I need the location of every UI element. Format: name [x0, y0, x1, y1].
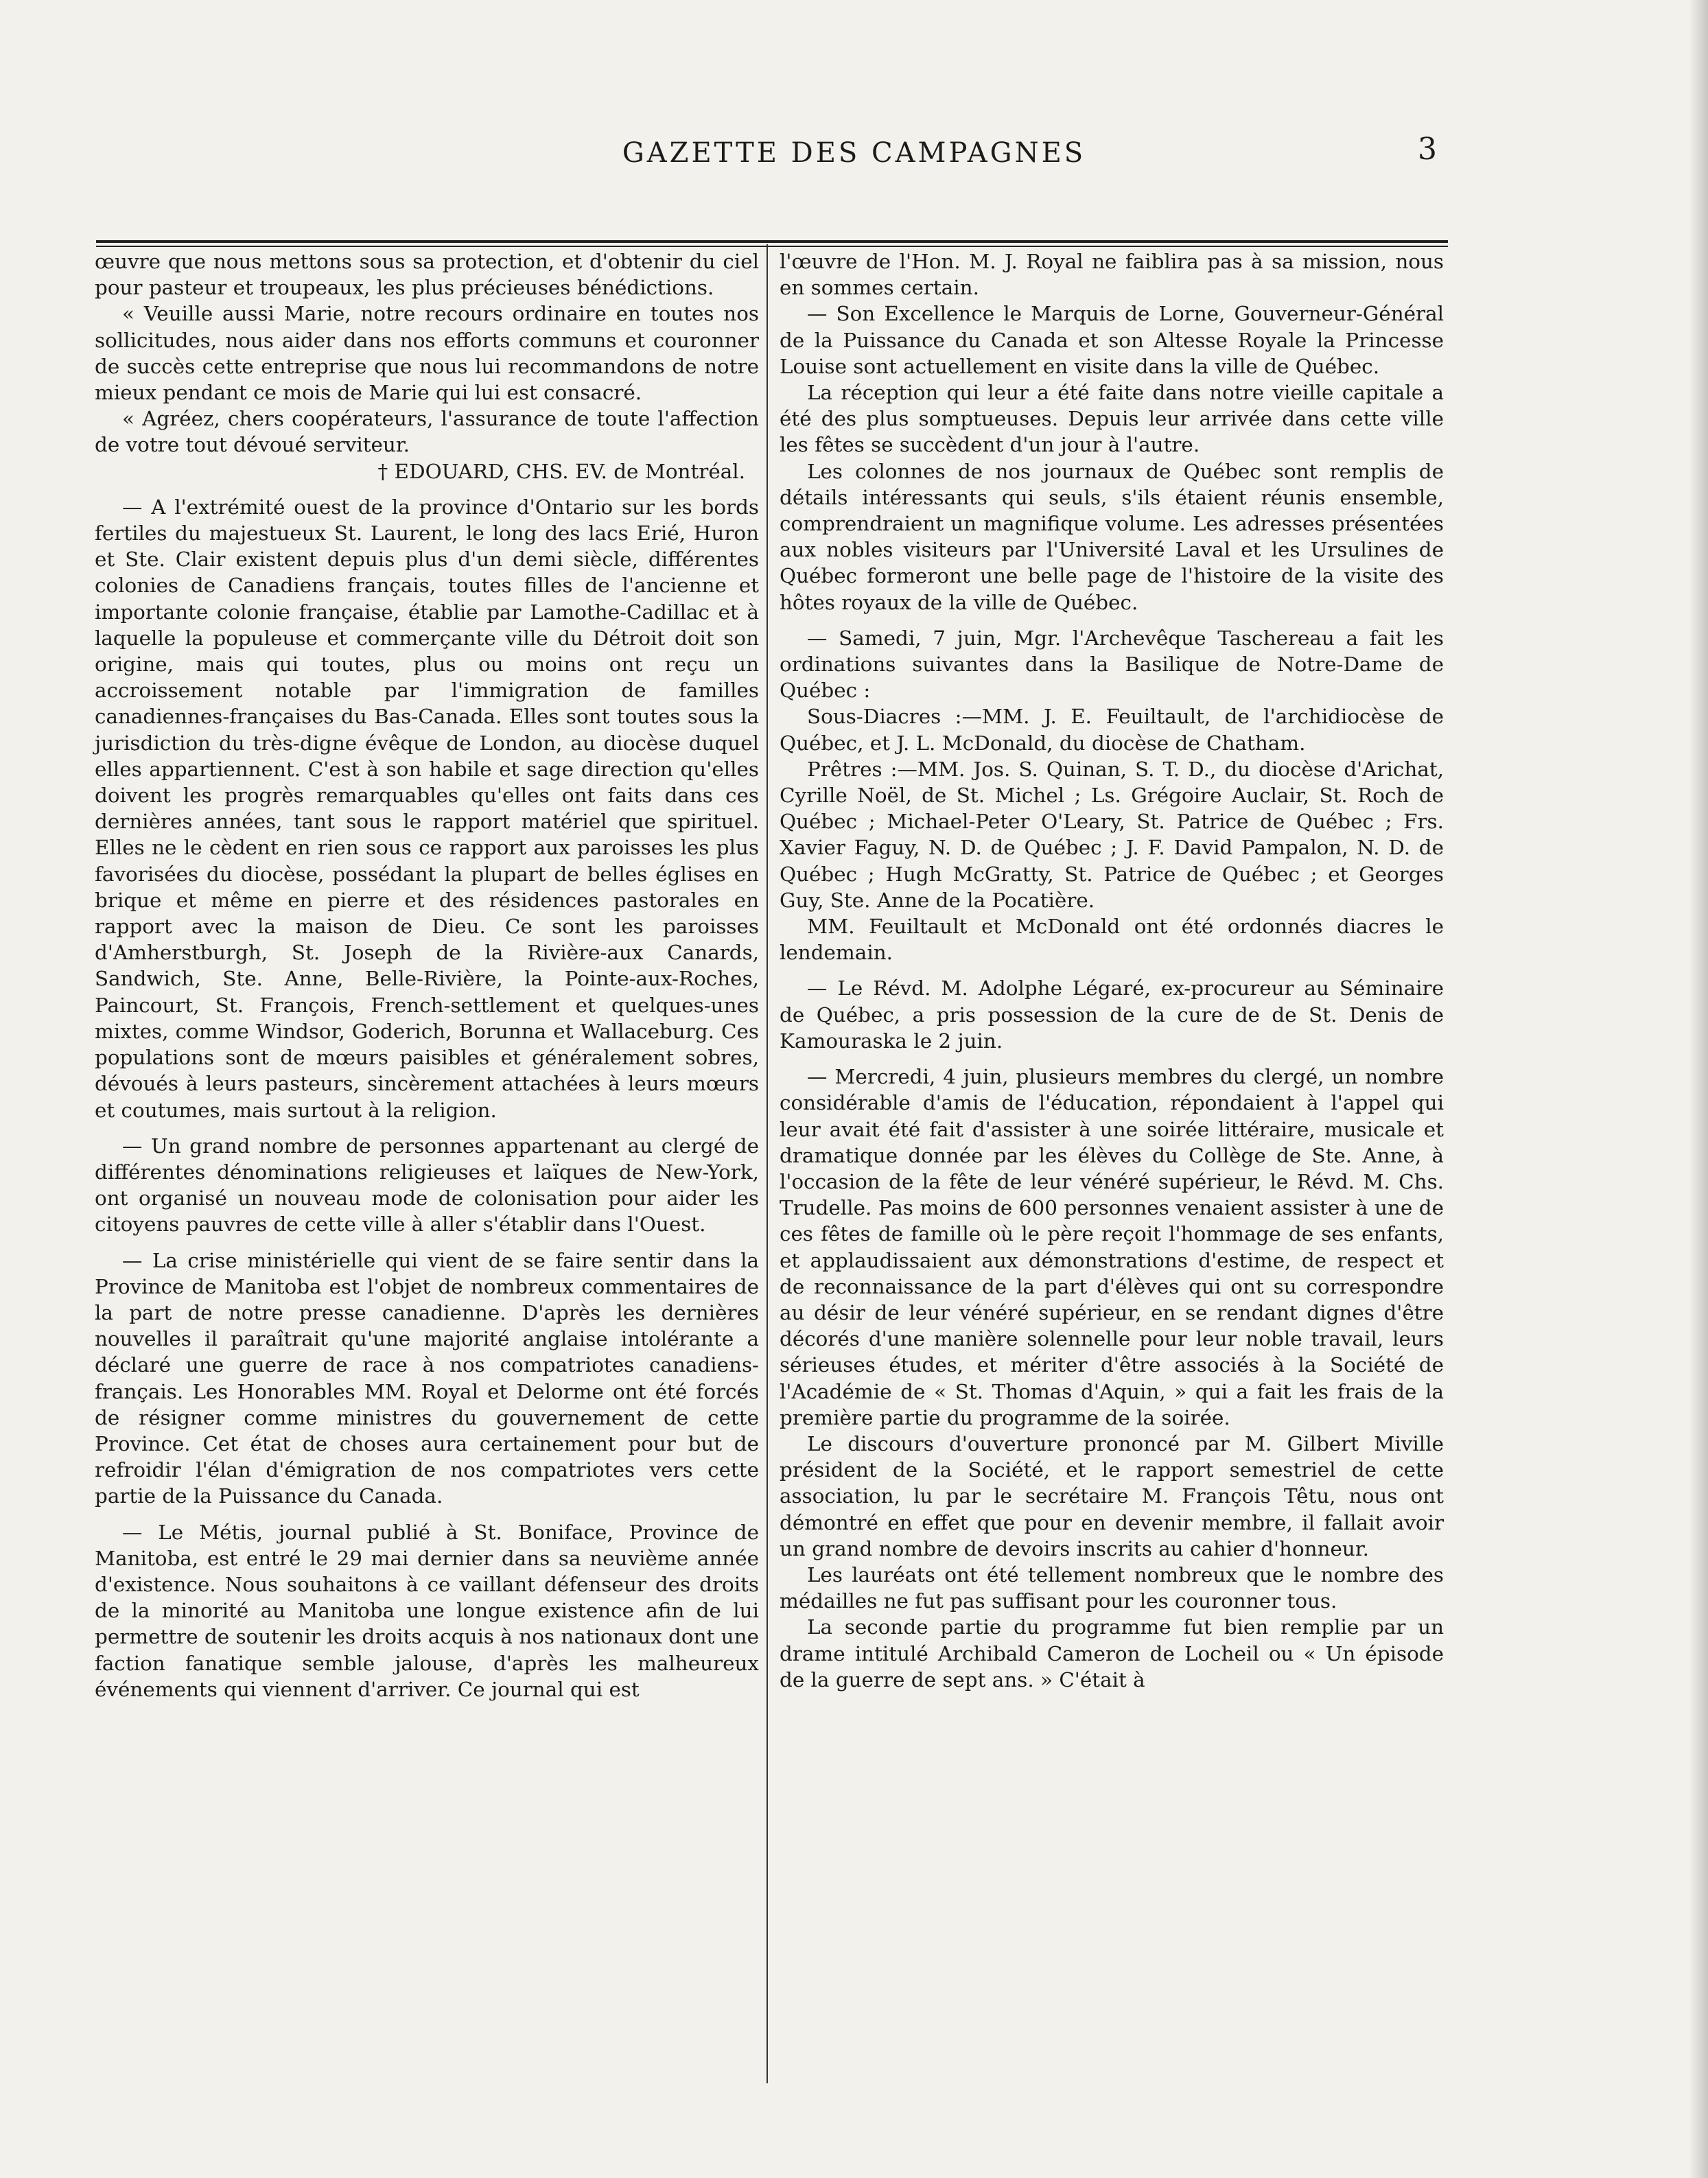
newspaper-title: GAZETTE DES CAMPAGNES [622, 137, 1086, 169]
right-column-paragraph: Prêtres :—MM. Jos. S. Quinan, S. T. D., du diocèse d'Arichat, Cyrille Noël, de St. Michel ; Ls. Grégoire Auclair, St. Roch de Québec ; Michael-Peter O'Leary, St. Patrice de Québec ; Frs. Xavier Faguy, N. D. de Québec ; J. F. David Pampalon, N. D. de Québec ; Hugh McGratty, St. Patrice de Québec ; et Georges Guy, Ste. Anne de la Pocatière. [780, 757, 1444, 912]
left-column-paragraph: « Agréez, chers coopérateurs, l'assurance de toute l'affection de votre tout dévoué serviteur. [95, 407, 759, 457]
left-column-paragraph: — La crise ministérielle qui vient de se faire sentir dans la Province de Manitoba est l'objet de nombreux commentaires de la part de notre presse canadienne. D'après les dernières nouvelles il paraîtrait qu'une majorité anglaise intolérante a déclaré une guerre de race à nos compatriotes canadiens-français. Les Honorables MM. Royal et Delorme ont été forcés de résigner comme ministres du gouvernement de cette Province. Cet état de choses aura certainement pour but de refroidir l'élan d'émigration de nos compatriotes vers cette partie de la Puissance du Canada. [95, 1248, 759, 1508]
right-column-paragraph: La seconde partie du programme fut bien remplie par un drame intitulé Archibald Cameron de Locheil ou « Un épisode de la guerre de sept ans. » C'était à [780, 1615, 1444, 1691]
column-divider [767, 244, 768, 2083]
left-column-paragraph: † EDOUARD, CHS. EV. de Montréal. [377, 459, 745, 483]
page-number: 3 [1418, 132, 1437, 167]
left-column [95, 248, 759, 1702]
left-column-paragraph: « Veuille aussi Marie, notre recours ordinaire en toutes nos sollicitudes, nous aider dans nos efforts communs et couronner de succès cette entreprise que nous lui recommandons de notre mieux pendant ce mois de Marie qui lui est consacré. [95, 302, 759, 405]
right-column-paragraph: Les colonnes de nos journaux de Québec sont remplis de détails intéressants qui seuls, s'ils étaient réunis ensemble, comprendraient un magnifique volume. Les adresses présentées aux nobles visiteurs par l'Université Laval et les Ursulines de Québec formeront une belle page de l'histoire de la visite des hôtes royaux de la ville de Québec. [780, 459, 1444, 614]
right-column-paragraph: Les lauréats ont été tellement nombreux que le nombre des médailles ne fut pas suffisant pour les couronner tous. [780, 1562, 1444, 1613]
right-column-paragraph: La réception qui leur a été faite dans notre vieille capitale a été des plus somptueuses. Depuis leur arrivée dans cette ville les fêtes se succèdent d'un jour à l'autre. [780, 381, 1444, 457]
right-column-paragraph: Sous-Diacres :—MM. J. E. Feuiltault, de l'archidiocèse de Québec, et J. L. McDonald, du diocèse de Chatham. [780, 705, 1444, 755]
left-column-paragraph: œuvre que nous mettons sous sa protection, et d'obtenir du ciel pour pasteur et troupeaux, les plus précieuses bénédictions. [95, 250, 759, 300]
left-column-paragraph: — Le Métis, journal publié à St. Boniface, Province de Manitoba, est entré le 29 mai dernier dans sa neuvième année d'existence. Nous souhaitons à ce vaillant défenseur des droits de la minorité au Manitoba une longue existence afin de lui permettre de soutenir les droits acquis à nos nationaux dont une faction fanatique semble jalouse, d'après les malheureux événements qui viennent d'arriver. Ce journal qui est [95, 1520, 759, 1701]
right-column-paragraph: l'œuvre de l'Hon. M. J. Royal ne faiblira pas à sa mission, nous en sommes certain. [780, 250, 1444, 300]
right-column-paragraph: — Son Excellence le Marquis de Lorne, Gouverneur-Général de la Puissance du Canada et son Altesse Royale la Princesse Louise sont actuellement en visite dans la ville de Québec. [780, 302, 1444, 378]
scan-edge-shadow [1689, 0, 1708, 2178]
left-column-paragraph: — A l'extrémité ouest de la province d'Ontario sur les bords fertiles du majestueux St. Laurent, le long des lacs Erié, Huron et Ste. Clair existent depuis plus d'un demi siècle, différentes colonies de Canadiens français, toutes filles de l'ancienne et importante colonie française, établie par Lamothe-Cadillac et à laquelle la populeuse et commerçante ville du Détroit doit son origine, mais qui toutes, plus ou moins ont reçu un accroissement notable par l'immigration de familles canadiennes-françaises du Bas-Canada. Elles sont toutes sous la jurisdiction du très-digne évêque de London, au diocèse duquel elles appartiennent. C'est à son habile et sage direction qu'elles doivent les progrès remarquables qu'elles ont faits dans ces dernières années, tant sous le rapport matériel que spirituel. Elles ne le cèdent en rien sous ce rapport aux paroisses les plus favorisées du diocèse, possédant la plupart de belles églises en brique et même en pierre et des résidences pastorales en rapport avec la maison de Dieu. Ce sont les paroisses d'Amherstburgh, St. Joseph de la Rivière-aux Canards, Sandwich, Ste. Anne, Belle-Rivière, la Pointe-aux-Roches, Paincourt, St. François, French-settlement et quelques-unes mixtes, comme Windsor, Goderich, Borunna et Wallaceburg. Ces populations sont de mœurs paisibles et généralement sobres, dévoués à leurs pasteurs, sincèrement attachées à leurs mœurs et coutumes, mais surtout à la religion. [95, 495, 759, 1122]
right-column-paragraph: — Mercredi, 4 juin, plusieurs membres du clergé, un nombre considérable d'amis de l'éducation, répondaient à l'appel qui leur avait été fait d'assister à une soirée littéraire, musicale et dramatique donnée par les élèves du Collège de Ste. Anne, à l'occasion de la fête de leur vénéré supérieur, le Révd. M. Chs. Trudelle. Pas moins de 600 personnes venaient assister à une de ces fêtes de famille où le père reçoit l'hommage de ses enfants, et applaudissaient aux démonstrations d'estime, de respect et de reconnaissance de la part d'élèves qui ont su correspondre au désir de leur vénéré supérieur, en se rendant dignes d'être décorés d'une manière solennelle pour leur noble travail, leurs sérieuses études, et mériter d'être associés à la Société de l'Académie de « St. Thomas d'Aquin, » qui a fait les frais de la première partie du programme de la soirée. [780, 1065, 1444, 1429]
right-column-paragraph: — Le Révd. M. Adolphe Légaré, ex-procureur au Séminaire de Québec, a pris possession de la cure de de St. Denis de Kamouraska le 2 juin. [780, 976, 1444, 1053]
header-rule [96, 240, 1448, 243]
left-column-paragraph: — Un grand nombre de personnes appartenant au clergé de différentes dénominations religieuses et laïques de New-York, ont organisé un nouveau mode de colonisation pour aider les citoyens pauvres de cette ville à aller s'établir dans l'Ouest. [95, 1134, 759, 1237]
right-column [780, 248, 1444, 1693]
right-column-paragraph: Le discours d'ouverture prononcé par M. Gilbert Miville président de la Société, et le rapport semestriel de cette association, lu par le secrétaire M. François Têtu, nous ont démontré en effet que pour en devenir membre, il fallait avoir un grand nombre de devoirs inscrits au cahier d'honneur. [780, 1431, 1444, 1560]
header-rule-thin [96, 246, 1448, 247]
right-column-paragraph: MM. Feuiltault et McDonald ont été ordonnés diacres le lendemain. [780, 915, 1444, 965]
page-header [0, 124, 1708, 185]
right-column-paragraph: — Samedi, 7 juin, Mgr. l'Archevêque Taschereau a fait les ordinations suivantes dans la Basilique de Notre-Dame de Québec : [780, 626, 1444, 703]
